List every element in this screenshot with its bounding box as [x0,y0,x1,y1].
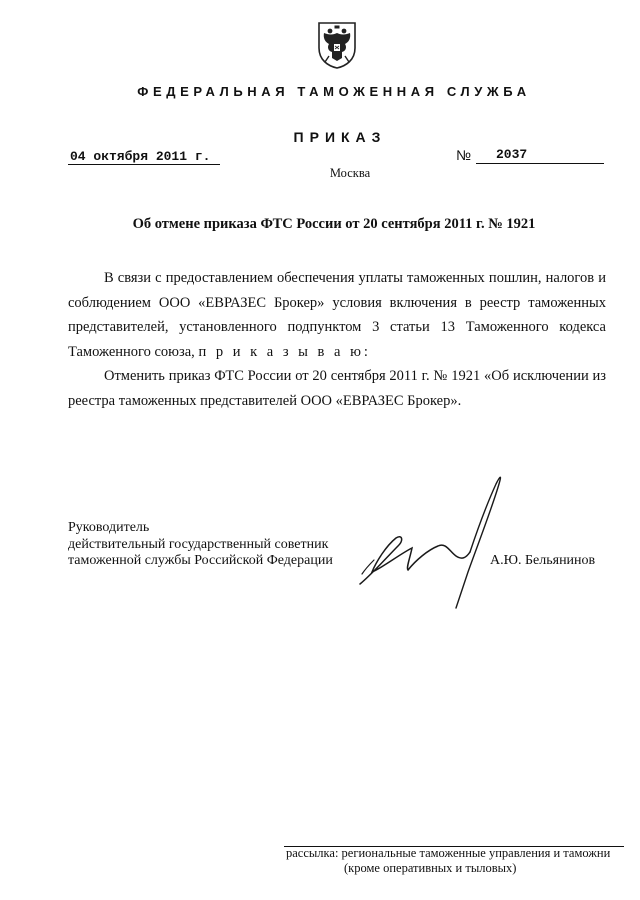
signer-name: А.Ю. Бельянинов [490,553,596,568]
order-number: 2037 [496,147,528,162]
order-subject: Об отмене приказа ФТС России от 20 сентября 2011 г. № 1921 [132,216,536,232]
city: Москва [329,166,371,180]
order-word: п р и к а з ы в а ю: [198,343,371,360]
handwritten-signature [352,462,522,632]
agency-name: ФЕДЕРАЛЬНАЯ ТАМОЖЕННАЯ СЛУЖБА [137,84,531,99]
order-body [68,266,606,413]
signer-title-line-3: таможенной службы Российской Федерации [68,553,333,568]
signer-title-line-1: Руководитель [68,520,150,535]
document-type: ПРИКАЗ [293,129,387,145]
distribution-line-1: рассылка: региональные таможенные управления и таможни [286,846,611,860]
body-paragraph-1 [68,266,606,364]
distribution-line-2: (кроме оперативных и тыловых) [344,861,517,875]
signer-title-line-2: действительный государственный советник [68,536,329,552]
number-underline [476,163,604,164]
date-underline [68,164,220,165]
body-paragraph-1-text: В связи с предоставлением обеспечения уплаты таможенных пошлин, налогов и соблюдением ООО «ЕВРАЗЕС Брокер» условия включения в реестр таможенных представителей, установленного подпунктом 3 статьи 13 Таможенного кодекса Таможенного союза, [68,270,606,360]
body-paragraph-2: Отменить приказ ФТС России от 20 сентября 2011 г. № 1921 «Об исключении из реестра таможенных представителей ООО «ЕВРАЗЕС Брокер». [68,368,606,409]
order-date: 04 октября 2011 г. [70,149,211,164]
coat-of-arms-icon [316,20,358,70]
signer-block [68,520,333,570]
number-sign: № [456,147,472,163]
